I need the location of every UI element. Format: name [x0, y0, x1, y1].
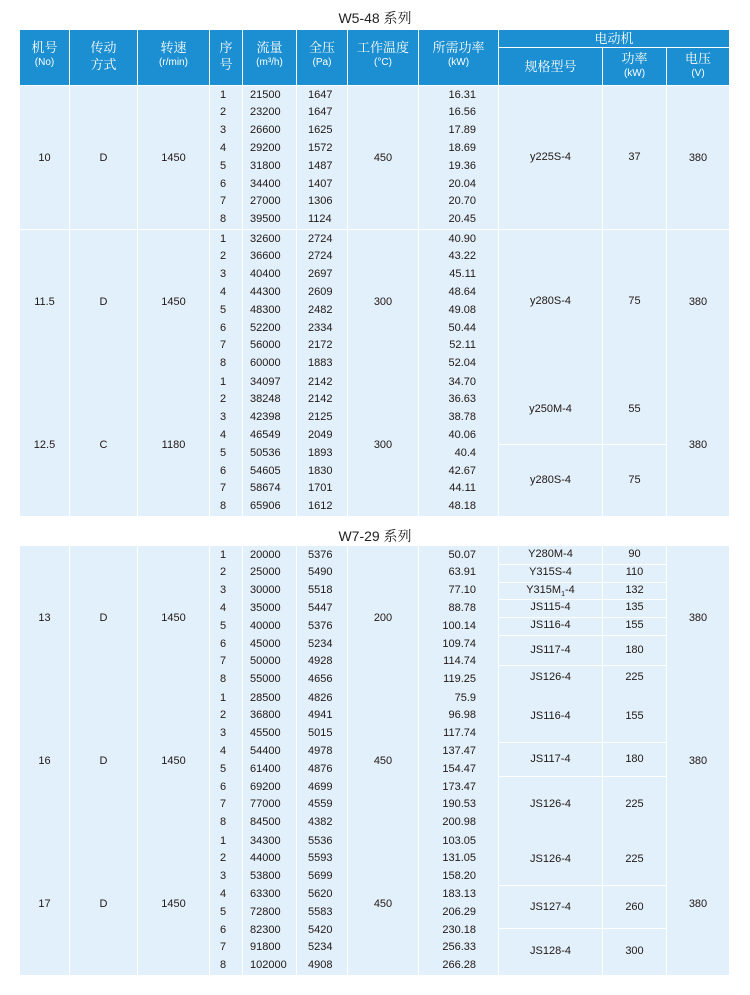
speed-cell: 1450: [161, 151, 186, 164]
seq-cell: 7: [220, 339, 227, 352]
machine-no-cell: 12.5: [33, 438, 56, 451]
pressure-cell: 2172: [308, 339, 333, 352]
flow-cell: 31800: [250, 159, 281, 172]
motor-divider: [499, 776, 666, 777]
header-motor: 电动机: [499, 30, 729, 47]
flow-cell: 45500: [250, 727, 281, 740]
pressure-cell: 1612: [308, 500, 333, 513]
pressure-cell: 4978: [308, 744, 333, 757]
seq-cell: 8: [220, 673, 227, 686]
pressure-cell: 1124: [308, 213, 332, 226]
power-required-cell: 206.29: [442, 905, 476, 918]
drive-cell: D: [99, 295, 108, 308]
motor-power-cell: 132: [625, 583, 644, 596]
speed-cell: 1450: [161, 754, 186, 767]
motor-divider: [499, 665, 666, 666]
machine-no-cell: 17: [38, 897, 51, 910]
seq-cell: 6: [220, 177, 227, 190]
power-required-cell: 43.22: [448, 250, 476, 263]
seq-cell: 4: [220, 141, 227, 154]
pressure-cell: 2609: [308, 285, 333, 298]
pressure-cell: 5376: [308, 619, 333, 632]
temp-cell: 450: [373, 754, 393, 767]
seq-cell: 5: [220, 762, 227, 775]
flow-cell: 63300: [250, 887, 281, 900]
pressure-cell: 1407: [308, 177, 333, 190]
pressure-cell: 5620: [308, 887, 333, 900]
flow-cell: 82300: [250, 923, 281, 936]
motor-model-cell: JS115-4: [530, 601, 571, 614]
flow-cell: 61400: [250, 762, 281, 775]
flow-cell: 34400: [250, 177, 281, 190]
power-required-cell: 49.08: [448, 303, 476, 316]
power-required-cell: 75.9: [454, 691, 476, 704]
pressure-cell: 2724: [308, 232, 333, 245]
seq-cell: 5: [220, 905, 227, 918]
drive-cell: D: [99, 754, 108, 767]
seq-cell: 4: [220, 428, 227, 441]
temp-cell: 450: [373, 151, 393, 164]
flow-cell: 42398: [250, 411, 281, 424]
motor-power-cell: 155: [625, 619, 644, 632]
flow-cell: 34300: [250, 834, 281, 847]
power-required-cell: 77.10: [448, 584, 476, 597]
drive-cell: D: [99, 611, 108, 624]
flow-cell: 34097: [250, 375, 281, 388]
machine-no-cell: 10: [38, 151, 51, 164]
power-required-cell: 117.74: [443, 727, 476, 740]
header-speed: 转速 (r/min): [138, 30, 209, 85]
pressure-cell: 5376: [308, 548, 333, 561]
power-required-cell: 154.47: [442, 762, 476, 775]
seq-cell: 3: [220, 268, 227, 281]
drive-cell: D: [99, 897, 108, 910]
pressure-cell: 5447: [308, 601, 333, 614]
seq-cell: 8: [220, 816, 227, 829]
power-required-cell: 96.98: [448, 709, 476, 722]
pressure-cell: 1647: [308, 88, 333, 101]
seq-cell: 3: [220, 727, 227, 740]
motor-model-cell: y250M-4: [529, 402, 572, 415]
seq-cell: 6: [220, 321, 227, 334]
seq-cell: 2: [220, 393, 227, 406]
pressure-cell: 1625: [308, 124, 333, 137]
pressure-cell: 5490: [308, 566, 333, 579]
flow-cell: 26600: [250, 124, 281, 137]
flow-cell: 21500: [250, 88, 281, 101]
temp-cell: 450: [373, 897, 393, 910]
motor-power-cell: 90: [628, 548, 641, 560]
pressure-cell: 2125: [308, 411, 333, 424]
motor-model-cell: Y280M-4: [528, 548, 573, 560]
header-drive: 传动 方式: [70, 30, 137, 85]
power-required-cell: 20.04: [448, 177, 476, 190]
power-required-cell: 200.98: [442, 816, 476, 829]
seq-cell: 8: [220, 357, 227, 370]
pressure-cell: 5518: [308, 584, 333, 597]
power-required-cell: 103.05: [442, 834, 476, 847]
flow-cell: 27000: [250, 195, 281, 208]
pressure-cell: 4941: [308, 709, 333, 722]
speed-cell: 1450: [161, 897, 186, 910]
seq-cell: 2: [220, 106, 227, 119]
seq-cell: 6: [220, 923, 227, 936]
motor-divider: [499, 885, 666, 886]
power-required-cell: 48.64: [448, 285, 476, 298]
table-group-12.5: [20, 373, 729, 516]
flow-cell: 77000: [250, 798, 281, 811]
power-required-cell: 173.47: [442, 780, 476, 793]
flow-cell: 69200: [250, 780, 281, 793]
motor-model-cell: JS126-4: [530, 797, 571, 810]
pressure-cell: 5583: [308, 905, 333, 918]
flow-cell: 65906: [250, 500, 281, 513]
pressure-cell: 4826: [308, 691, 333, 704]
power-required-cell: 158.20: [442, 870, 476, 883]
motor-power-cell: 180: [625, 753, 644, 766]
flow-cell: 53800: [250, 870, 281, 883]
power-required-cell: 34.70: [448, 375, 476, 388]
flow-cell: 44000: [250, 852, 281, 865]
voltage-cell: 380: [688, 754, 708, 767]
flow-cell: 55000: [250, 673, 281, 686]
flow-cell: 30000: [250, 584, 281, 597]
power-required-cell: 52.11: [449, 339, 476, 352]
pressure-cell: 5234: [308, 941, 333, 954]
section-title-w7-29: W7-29 系列: [338, 528, 412, 544]
flow-cell: 32600: [250, 232, 281, 245]
flow-cell: 54605: [250, 464, 281, 477]
seq-cell: 7: [220, 655, 227, 668]
power-required-cell: 114.74: [443, 655, 476, 668]
pressure-cell: 4656: [308, 673, 333, 686]
pressure-cell: 5015: [308, 727, 333, 740]
header-machine-no: 机号 (No): [20, 30, 69, 85]
power-required-cell: 52.04: [448, 357, 476, 370]
flow-cell: 60000: [250, 357, 281, 370]
motor-model-cell: y280S-4: [530, 295, 571, 308]
motor-power-cell: 110: [625, 565, 644, 578]
seq-cell: 1: [220, 232, 227, 245]
flow-cell: 45000: [250, 637, 281, 650]
pressure-cell: 1893: [308, 446, 333, 459]
power-required-cell: 16.31: [448, 88, 476, 101]
power-required-cell: 63.91: [448, 566, 476, 579]
power-required-cell: 190.53: [442, 798, 476, 811]
pressure-cell: 1883: [308, 357, 333, 370]
section-title-w5-48: W5-48 系列: [338, 10, 412, 26]
table-group-16: [20, 689, 729, 832]
seq-cell: 1: [220, 691, 227, 704]
seq-cell: 1: [220, 548, 227, 561]
motor-model-cell: JS128-4: [530, 945, 571, 958]
seq-cell: 6: [220, 637, 227, 650]
header-power: 功率 (kW): [603, 48, 666, 85]
motor-model-cell: Y315S-4: [529, 565, 572, 578]
flow-cell: 54400: [250, 744, 281, 757]
header-temp: 工作温度 (°C): [348, 30, 418, 85]
power-required-cell: 16.56: [448, 106, 476, 119]
pressure-cell: 1487: [308, 159, 333, 172]
seq-cell: 5: [220, 159, 227, 172]
seq-cell: 8: [220, 959, 227, 972]
power-required-cell: 42.67: [448, 464, 476, 477]
power-required-cell: 44.11: [449, 482, 476, 495]
motor-model-cell: y280S-4: [530, 473, 571, 486]
flow-cell: 20000: [250, 548, 281, 561]
power-required-cell: 20.70: [448, 195, 476, 208]
flow-cell: 40400: [250, 268, 281, 281]
machine-no-cell: 16: [38, 754, 51, 767]
power-required-cell: 48.18: [448, 500, 476, 513]
power-required-cell: 40.90: [448, 232, 476, 245]
power-required-cell: 266.28: [442, 959, 476, 972]
power-required-cell: 50.07: [448, 548, 476, 561]
voltage-cell: 380: [688, 151, 708, 164]
motor-model-cell: $Y315M_1-4$: [526, 583, 575, 598]
seq-cell: 7: [220, 941, 227, 954]
pressure-cell: 1701: [308, 482, 333, 495]
seq-cell: 1: [220, 375, 227, 388]
seq-cell: 7: [220, 798, 227, 811]
power-required-cell: 183.13: [442, 887, 476, 900]
table-group-17: [20, 832, 729, 975]
pressure-cell: 4928: [308, 655, 333, 668]
pressure-cell: 2724: [308, 250, 333, 263]
seq-cell: 3: [220, 124, 227, 137]
motor-divider: [499, 742, 666, 743]
pressure-cell: 1306: [308, 195, 333, 208]
power-required-cell: 20.45: [448, 213, 476, 226]
power-required-cell: 119.25: [443, 673, 476, 686]
pressure-cell: 2049: [308, 428, 333, 441]
seq-cell: 6: [220, 780, 227, 793]
flow-cell: 48300: [250, 303, 281, 316]
flow-cell: 35000: [250, 601, 281, 614]
motor-power-cell: 225: [625, 797, 644, 810]
flow-cell: 56000: [250, 339, 281, 352]
flow-cell: 29200: [250, 141, 281, 154]
seq-cell: 1: [220, 88, 227, 101]
seq-cell: 4: [220, 744, 227, 757]
motor-divider: [499, 928, 666, 929]
motor-divider: [499, 635, 666, 636]
table-group-11.5: [20, 230, 729, 373]
seq-cell: 3: [220, 584, 227, 597]
power-required-cell: 40.06: [448, 428, 476, 441]
voltage-cell: 380: [688, 611, 708, 624]
flow-cell: 58674: [250, 482, 281, 495]
motor-model-cell: JS126-4: [530, 852, 571, 865]
seq-cell: 1: [220, 834, 227, 847]
temp-cell: 200: [373, 611, 393, 624]
power-required-cell: 88.78: [448, 601, 476, 614]
power-required-cell: 19.36: [448, 159, 476, 172]
flow-cell: 25000: [250, 566, 281, 579]
pressure-cell: 4908: [308, 959, 333, 972]
pressure-cell: 1830: [308, 464, 333, 477]
pressure-cell: 2142: [308, 375, 333, 388]
power-required-cell: 256.33: [442, 941, 476, 954]
machine-no-cell: 11.5: [34, 295, 55, 308]
flow-cell: 36800: [250, 709, 281, 722]
header-voltage: 电压 (V): [667, 48, 729, 85]
voltage-cell: 380: [688, 438, 708, 451]
power-required-cell: 18.69: [448, 141, 476, 154]
pressure-cell: 2697: [308, 268, 333, 281]
drive-cell: D: [99, 151, 108, 164]
seq-cell: 7: [220, 482, 227, 495]
pressure-cell: 5593: [308, 852, 333, 865]
flow-cell: 52200: [250, 321, 281, 334]
motor-model-cell: JS117-4: [530, 753, 571, 766]
machine-no-cell: 13: [38, 611, 51, 624]
speed-cell: 1450: [161, 295, 186, 308]
seq-cell: 3: [220, 411, 227, 424]
seq-cell: 4: [220, 285, 227, 298]
header-pressure: 全压 (Pa): [297, 30, 347, 85]
seq-cell: 5: [220, 303, 227, 316]
pressure-cell: 2482: [308, 303, 333, 316]
pressure-cell: 4559: [308, 798, 333, 811]
power-required-cell: 230.18: [442, 923, 476, 936]
motor-power-cell: 180: [625, 644, 644, 657]
seq-cell: 4: [220, 887, 227, 900]
header-power-req: 所需功率 (kW): [419, 30, 498, 85]
flow-cell: 91800: [250, 941, 281, 954]
voltage-cell: 380: [688, 897, 708, 910]
motor-power-cell: 225: [625, 670, 644, 683]
pressure-cell: 1647: [308, 106, 333, 119]
power-required-cell: 40.4: [454, 446, 476, 459]
flow-cell: 38248: [250, 393, 281, 406]
seq-cell: 7: [220, 195, 227, 208]
seq-cell: 8: [220, 500, 227, 513]
power-required-cell: 17.89: [448, 124, 476, 137]
flow-cell: 46549: [250, 428, 281, 441]
flow-cell: 40000: [250, 619, 281, 632]
flow-cell: 28500: [250, 691, 281, 704]
flow-cell: 84500: [250, 816, 281, 829]
pressure-cell: 2334: [308, 321, 333, 334]
seq-cell: 6: [220, 464, 227, 477]
motor-power-cell: 37: [628, 151, 641, 164]
seq-cell: 5: [220, 619, 227, 632]
power-required-cell: 131.05: [442, 852, 476, 865]
seq-cell: 2: [220, 709, 227, 722]
flow-cell: 102000: [250, 959, 287, 972]
power-required-cell: 50.44: [448, 321, 476, 334]
motor-power-cell: 135: [625, 601, 644, 614]
seq-cell: 5: [220, 446, 227, 459]
motor-power-cell: 155: [625, 709, 644, 722]
motor-power-cell: 75: [628, 295, 641, 308]
table-header: [20, 30, 729, 85]
voltage-cell: 380: [688, 295, 708, 308]
power-required-cell: 38.78: [448, 411, 476, 424]
motor-divider: [499, 444, 666, 445]
pressure-cell: 5420: [308, 923, 333, 936]
motor-model-cell: JS117-4: [530, 644, 571, 657]
seq-cell: 2: [220, 566, 227, 579]
flow-cell: 23200: [250, 106, 281, 119]
seq-cell: 2: [220, 250, 227, 263]
motor-model-cell: JS116-4: [530, 619, 571, 632]
speed-cell: 1450: [161, 611, 186, 624]
temp-cell: 300: [373, 438, 393, 451]
motor-model-cell: JS126-4: [530, 670, 571, 683]
flow-cell: 50000: [250, 655, 281, 668]
flow-cell: 50536: [250, 446, 281, 459]
pressure-cell: 5699: [308, 870, 333, 883]
power-required-cell: 36.63: [448, 393, 476, 406]
temp-cell: 300: [373, 295, 393, 308]
header-flow: 流量 (m³/h): [243, 30, 296, 85]
flow-cell: 36600: [250, 250, 281, 263]
power-required-cell: 109.74: [442, 637, 476, 650]
pressure-cell: 5234: [308, 637, 333, 650]
drive-cell: C: [99, 438, 108, 451]
power-required-cell: 45.11: [449, 268, 476, 281]
table-group-10: [20, 86, 729, 229]
seq-cell: 2: [220, 852, 227, 865]
flow-cell: 39500: [250, 213, 281, 226]
pressure-cell: 4876: [308, 762, 333, 775]
flow-cell: 44300: [250, 285, 281, 298]
power-required-cell: 100.14: [442, 619, 476, 632]
motor-power-cell: 55: [628, 402, 641, 415]
pressure-cell: 1572: [308, 141, 333, 154]
motor-power-cell: 75: [628, 473, 641, 486]
power-required-cell: 137.47: [442, 744, 476, 757]
pressure-cell: 2142: [308, 393, 333, 406]
motor-model-cell: JS116-4: [530, 709, 571, 722]
motor-power-cell: 300: [625, 945, 644, 958]
seq-cell: 4: [220, 601, 227, 614]
pressure-cell: 5536: [308, 834, 333, 847]
motor-power-cell: 225: [625, 852, 644, 865]
motor-model-cell: y225S-4: [530, 151, 571, 164]
header-seq: 序 号: [210, 30, 242, 85]
seq-cell: 8: [220, 213, 227, 226]
motor-model-cell: JS127-4: [530, 900, 571, 913]
table-group-13: [20, 546, 729, 689]
flow-cell: 72800: [250, 905, 281, 918]
pressure-cell: 4699: [308, 780, 333, 793]
header-model: 规格型号: [499, 48, 602, 85]
pressure-cell: 4382: [308, 816, 333, 829]
seq-cell: 3: [220, 870, 227, 883]
speed-cell: 1180: [161, 438, 186, 451]
motor-power-cell: 260: [625, 900, 644, 913]
